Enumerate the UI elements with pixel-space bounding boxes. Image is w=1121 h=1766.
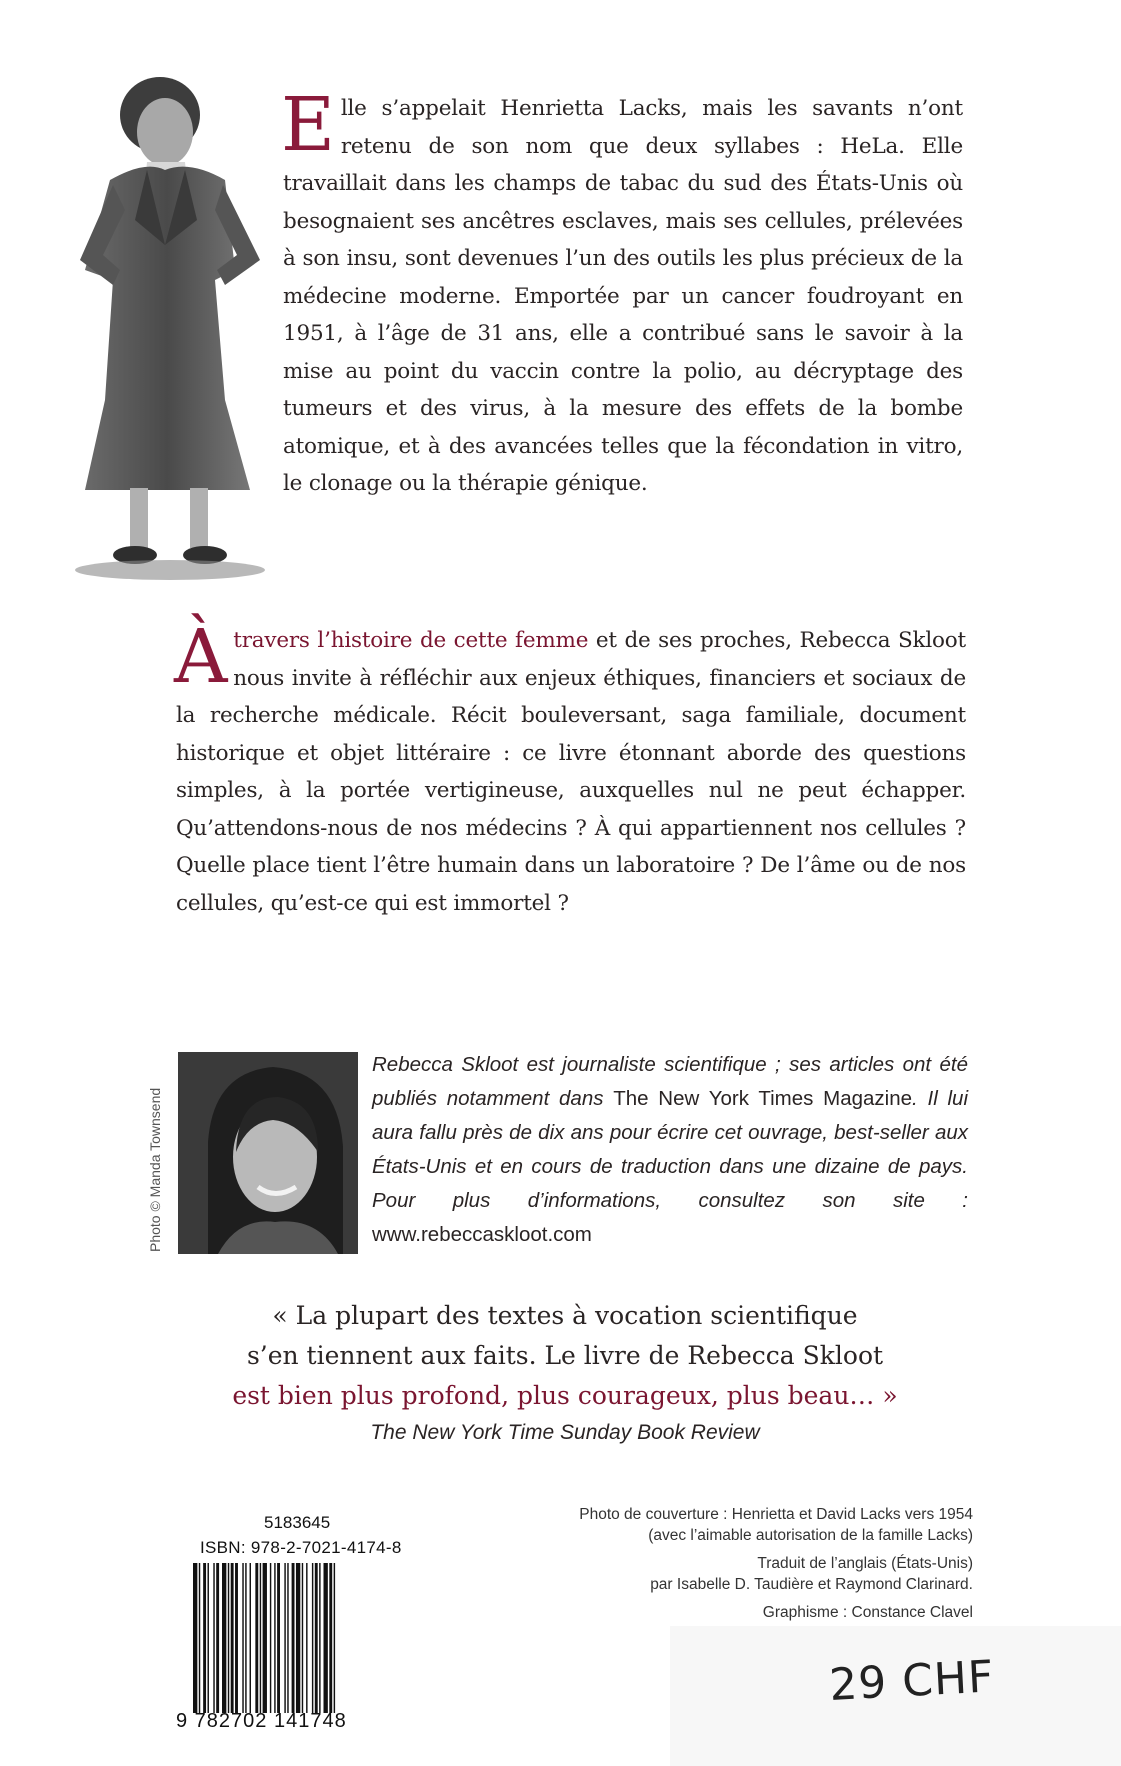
handwritten-price: 29 CHF (828, 1651, 996, 1711)
translation-credit (650, 1553, 973, 1595)
dropcap-a: À (174, 614, 228, 700)
barcode-bar (235, 1563, 238, 1713)
quote-source: The New York Time Sunday Book Review (370, 1421, 760, 1444)
barcode-bar (284, 1563, 285, 1713)
second-paragraph (174, 614, 966, 922)
cover-credit-line-1: Photo de couverture : Henrietta et David Lacks vers 1954 (579, 1506, 973, 1523)
barcode-bar (216, 1563, 219, 1713)
barcode-bar (270, 1563, 271, 1713)
barcode-bar (263, 1563, 267, 1713)
translation-line-1: Traduit de l’anglais (États-Unis) (757, 1555, 973, 1572)
barcode-bar (312, 1563, 313, 1713)
barcode-bar (245, 1563, 246, 1713)
barcode-bar (193, 1563, 197, 1713)
quote-line-3: est bien plus profond, plus courageux, plus beau… » (232, 1381, 898, 1410)
highlight-phrase: travers l’histoire de cette femme (233, 628, 589, 653)
isbn: ISBN: 978-2-7021-4174-8 (200, 1538, 402, 1557)
barcode-bar (296, 1563, 300, 1713)
quote-line-1: « La plupart des textes à vocation scientifique (272, 1301, 858, 1330)
author-website-link[interactable]: www.rebeccaskloot.com (372, 1223, 592, 1246)
graphic-credit: Graphisme : Constance Clavel (762, 1604, 973, 1621)
barcode-bar (260, 1563, 261, 1713)
barcode-bar (199, 1563, 200, 1713)
cover-photo-credit (579, 1504, 973, 1546)
intro-text: lle s’appelait Henrietta Lacks, mais les savants n’ont retenu de son nom que deux syllabes : HeLa. Elle travaillait dans les champs de tabac du sud des États-Unis où besognaient ses ancêtres esclaves, mais ses cellules, prélevées à son insu, sont devenues l’un des outils les plus précieux de la médecine moderne. Emportée par un cancer foudroyant en 1951, à l’âge de 31 ans, elle a contribué sans le savoir à la mise au point du vaccin contre la polio, au décryptage des tumeurs et des virus, à la mesure des effets de la bombe atomique, et à des avancées telles que la fécondation in vitro, le clonage ou la thérapie génique. (283, 96, 963, 496)
author-bio (372, 1048, 968, 1252)
barcode-bar (222, 1563, 226, 1713)
barcode-bar (277, 1563, 280, 1713)
barcode-digits: 9 782702 141748 (176, 1710, 347, 1732)
barcode-bar (302, 1563, 303, 1713)
barcode-bar (242, 1563, 243, 1713)
second-text: et de ses proches, Rebecca Skloot nous invite à réfléchir aux enjeux éthiques, financiers et sociaux de la recherche médicale. Récit bouleversant, saga familiale, document historique et objet littéraire : ce livre étonnant aborde des questions simples, à la portée vertigineuse, auxquelles nul ne peut échapper. Qu’attendons-nous de nos médecins ? À qui appartiennent nos cellules ? Quelle place tient l’être humain dans un laboratoire ? De l’âme ou de nos cellules, qu’est-ce qui est immortel ? (176, 628, 966, 916)
bio-part1: Rebecca Skloot est journaliste scientifique ; ses articles ont été publiés notamment dans (372, 1053, 968, 1110)
barcode (193, 1563, 444, 1713)
barcode-bar (319, 1563, 320, 1713)
barcode-bar (329, 1563, 332, 1713)
barcode-bar (274, 1563, 275, 1713)
product-code: 5183645 (264, 1513, 331, 1532)
barcode-bar (324, 1563, 328, 1713)
intro-paragraph (281, 82, 963, 503)
henrietta-photo (65, 70, 280, 585)
barcode-bar (228, 1563, 229, 1713)
barcode-bar (203, 1563, 206, 1713)
translation-line-2: par Isabelle D. Taudière et Raymond Clarinard. (650, 1576, 973, 1593)
author-photo (178, 1052, 358, 1254)
barcode-bar (292, 1563, 295, 1713)
quote-line-2: s’en tiennent aux faits. Le livre de Rebecca Skloot (246, 1341, 884, 1370)
barcode-bar (231, 1563, 234, 1713)
photo-credit: Photo © Manda Townsend (147, 1087, 163, 1252)
barcode-bar (250, 1563, 251, 1713)
cover-credit-line-2: (avec l’aimable autorisation de la famille Lacks) (648, 1527, 973, 1544)
review-quote (150, 1296, 980, 1416)
bio-part2: . Il lui aura fallu près de dix ans pour écrire cet ouvrage, best-seller aux États-Unis et en cours de traduction dans une dizaine de pays. Pour plus d’informations, consultez son site : (372, 1087, 969, 1212)
barcode-bar (287, 1563, 288, 1713)
dropcap-e: E (281, 82, 335, 168)
barcode-bar (306, 1563, 307, 1713)
barcode-bar (315, 1563, 318, 1713)
barcode-bar (255, 1563, 258, 1713)
barcode-bar (334, 1563, 335, 1713)
bio-publication-title: The New York Times Magazine (613, 1087, 913, 1110)
barcode-bar (208, 1563, 209, 1713)
barcode-bar (213, 1563, 214, 1713)
